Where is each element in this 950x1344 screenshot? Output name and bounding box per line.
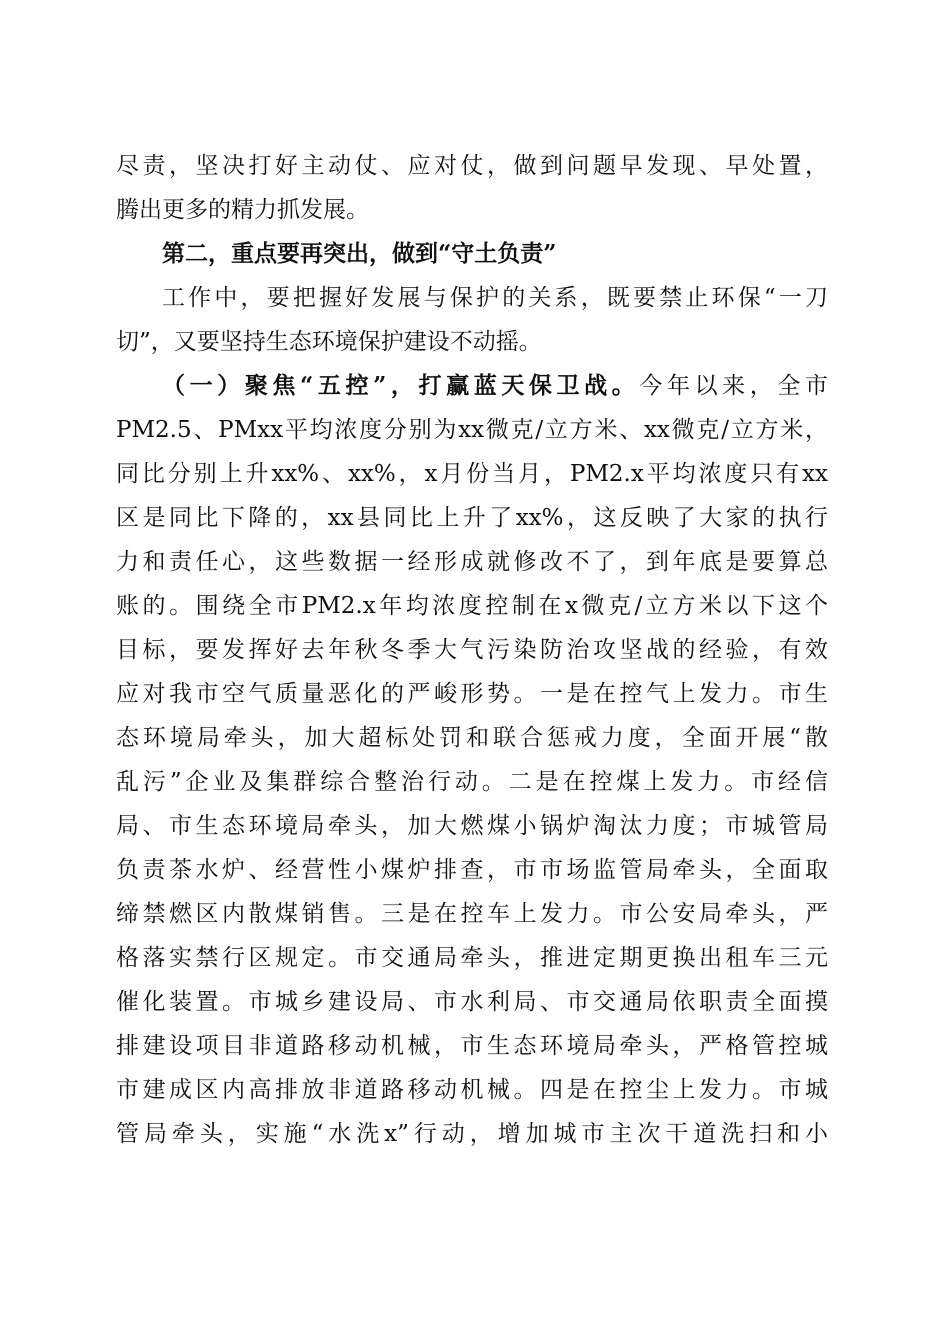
body-line: 态环境局牵头，加大超标处罚和联合惩戒力度，全面开展“散 (116, 725, 828, 751)
body-line: 局、市生态环境局牵头，加大燃煤小锅炉淘汰力度；市城管局 (116, 813, 828, 839)
body-line: 工作中，要把握好发展与保护的关系，既要禁止环保“一刀 (162, 285, 828, 311)
body-line: 应对我市空气质量恶化的严峻形势。一是在控气上发力。市生 (116, 681, 828, 707)
body-line: 催化装置。市城乡建设局、市水利局、市交通局依职责全面摸 (116, 989, 828, 1015)
body-line: 腾出更多的精力抓发展。 (116, 197, 369, 223)
body-line: 乱污”企业及集群综合整治行动。二是在控煤上发力。市经信 (116, 769, 828, 795)
subsection-line (162, 366, 828, 406)
body-line: 力和责任心，这些数据一经形成就修改不了，到年底是要算总 (116, 549, 828, 575)
body-line: 区是同比下降的，xx县同比上升了xx%，这反映了大家的执行 (116, 505, 828, 531)
body-line: 负责茶水炉、经营性小煤炉排查，市市场监管局牵头，全面取 (116, 857, 828, 883)
subsection-text: 今年以来，全市 (639, 373, 828, 399)
subsection-heading: （一）聚焦“五控”，打赢蓝天保卫战。 (162, 372, 640, 399)
body-line: 目标，要发挥好去年秋冬季大气污染防治攻坚战的经验，有效 (116, 637, 828, 663)
body-line: 格落实禁行区规定。市交通局牵头，推进定期更换出租车三元 (116, 945, 828, 971)
body-line: 缔禁燃区内散煤销售。三是在控车上发力。市公安局牵头，严 (116, 901, 828, 927)
body-line: PM2.5、PMxx平均浓度分别为xx微克/立方米、xx微克/立方米， (116, 417, 828, 443)
body-line: 市建成区内高排放非道路移动机械。四是在控尘上发力。市城 (116, 1077, 828, 1103)
body-line: 排建设项目非道路移动机械，市生态环境局牵头，严格管控城 (116, 1033, 828, 1059)
body-line: 管局牵头，实施“水洗x”行动，增加城市主次干道洗扫和小 (116, 1121, 828, 1147)
body-line: 尽责，坚决打好主动仗、应对仗，做到问题早发现、早处置， (116, 153, 828, 179)
body-line: 账的。围绕全市PM2.x年均浓度控制在x微克/立方米以下这个 (116, 593, 828, 619)
body-line: 同比分别上升xx%、xx%，x月份当月，PM2.x平均浓度只有xx (116, 461, 828, 487)
body-line: 切”，又要坚持生态环境保护建设不动摇。 (116, 329, 542, 355)
section-heading: 第二，重点要再突出，做到“守土负责” (162, 240, 557, 267)
